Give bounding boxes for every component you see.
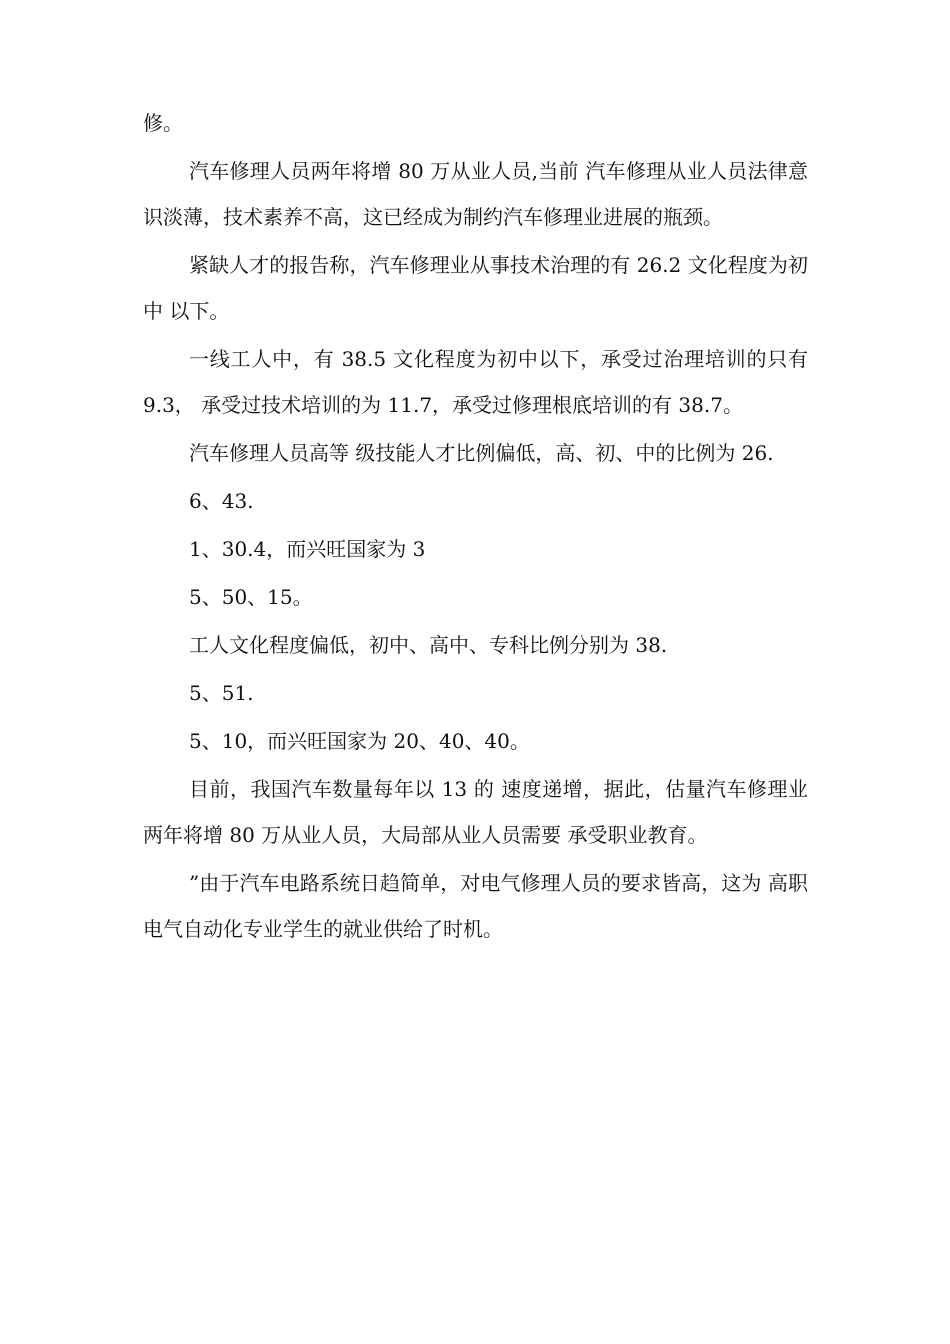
paragraph-continuation: 修。 (143, 111, 183, 135)
paragraph: 汽车修理人员高等 级技能人才比例偏低，高、初、中的比例为 26. (189, 441, 774, 465)
paragraph: 汽车修理人员两年将增 80 万从业人员,当前 汽车修理从业人员法律意识淡薄，技术素养不高，这已经成为制约汽车修理业进展的瓶颈。 (143, 159, 808, 229)
paragraph: ”由于汽车电路系统日趋简单，对电气修理人员的要求皆高，这为 高职电气自动化专业学生的就业供给了时机。 (143, 871, 808, 941)
paragraph: 5、51. (189, 681, 254, 705)
paragraph: 6、43. (189, 489, 254, 513)
document-body (143, 100, 808, 952)
paragraph: 一线工人中，有 38.5 文化程度为初中以下，承受过治理培训的只有 9.3， 承受过技术培训的为 11.7，承受过修理根底培训的有 38.7。 (143, 347, 808, 417)
paragraph: 5、10，而兴旺国家为 20、40、40。 (189, 729, 530, 753)
paragraph: 1、30.4，而兴旺国家为 3 (189, 537, 426, 561)
paragraph: 工人文化程度偏低，初中、高中、专科比例分别为 38. (189, 633, 668, 657)
paragraph: 紧缺人才的报告称，汽车修理业从事技术治理的有 26.2 文化程度为初中 以下。 (143, 253, 808, 323)
paragraph: 5、50、15。 (189, 585, 313, 609)
paragraph: 目前，我国汽车数量每年以 13 的 速度递增，据此，估量汽车修理业两年将增 80 万从业人员，大局部从业人员需要 承受职业教育。 (143, 777, 808, 847)
